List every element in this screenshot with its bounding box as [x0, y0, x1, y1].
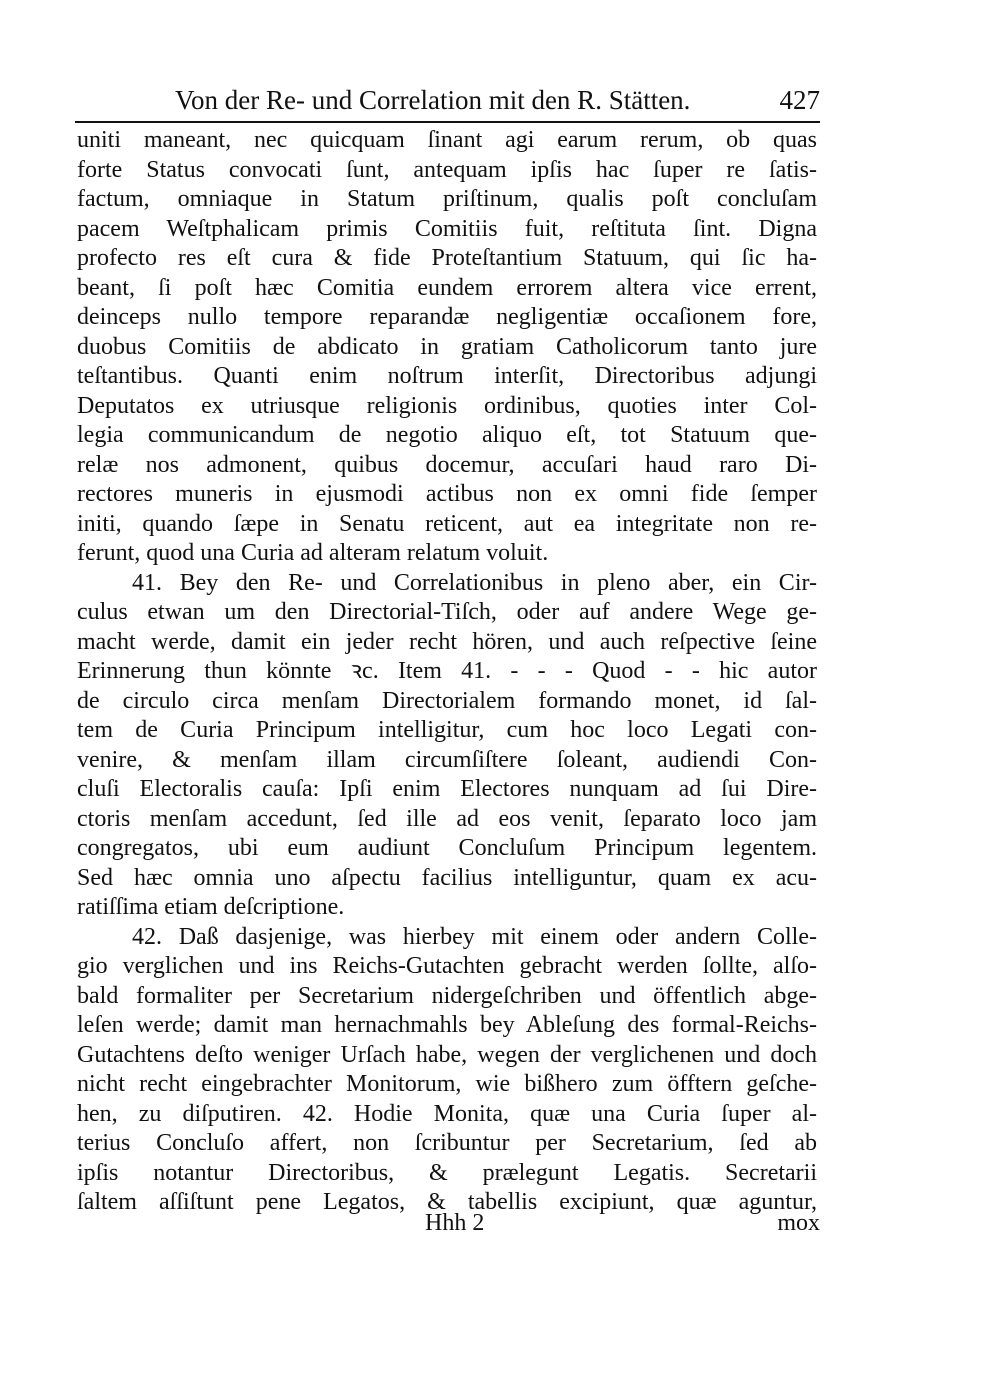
text-line: factum, omniaque in Statum priſtinum, qualis poſt concluſam [77, 186, 817, 212]
text-line: congregatos, ubi eum audiunt Concluſum Principum legentem. [77, 835, 817, 861]
text-line: ratiſſima etiam deſcriptione. [77, 894, 345, 920]
text-line: forte Status convocati ſunt, antequam ipſis hac ſuper re ſatis- [77, 156, 817, 183]
paragraph-41-start: 41. Bey den Re- und Correlationibus in pleno aber, ein Cir- [132, 569, 817, 596]
paragraph-42-start: 42. Daß dasjenige, was hierbey mit einem oder andern Colle- [132, 923, 817, 950]
text-line: bald formaliter per Secretarium nidergeſchriben und öffentlich abge- [77, 982, 817, 1009]
text-line: deinceps nullo tempore reparandæ negligentiæ occaſionem fore, [77, 304, 817, 330]
text-line: macht werde, damit ein jeder recht hören, und auch reſpective ſeine [77, 628, 817, 655]
text-line: legia communicandum de negotio aliquo eſt, tot Statuum que- [77, 422, 817, 448]
text-line: pacem Weſtphalicam primis Comitiis fuit, reſtituta ſint. Digna [77, 215, 817, 242]
text-line: duobus Comitiis de abdicato in gratiam Catholicorum tanto jure [77, 333, 817, 360]
text-line: terius Concluſo affert, non ſcribuntur per Secretarium, ſed ab [77, 1130, 817, 1156]
text-line: Erinnerung thun könnte ꝛc. Item 41. - - - Quod - - hic autor [77, 658, 817, 684]
text-line: ferunt, quod una Curia ad alteram relatum voluit. [77, 540, 549, 566]
text-line: venire, & menſam illam circumſiſtere ſoleant, audiendi Con- [77, 746, 817, 773]
header-rule [75, 121, 820, 123]
text-line: initi, quando ſæpe in Senatu reticent, aut ea integritate non re- [77, 510, 817, 537]
text-line: Deputatos ex utriusque religionis ordinibus, quoties inter Col- [77, 392, 817, 419]
text-line: Gutachtens deſto weniger Urſach habe, wegen der verglichenen und doch [77, 1041, 817, 1068]
text-line: relæ nos admonent, quibus docemur, accuſari haud raro Di- [77, 451, 817, 478]
text-line: ctoris menſam accedunt, ſed ille ad eos venit, ſeparato loco jam [77, 805, 817, 832]
text-line: nicht recht eingebrachter Monitorum, wie bißhero zum öfftern geſche- [77, 1071, 817, 1097]
running-title: Von der Re- und Correlation mit den R. Stätten. [175, 85, 691, 115]
text-line: ipſis notantur Directoribus, & prælegunt Legatis. Secretarii [77, 1159, 817, 1186]
text-line: de circulo circa menſam Directorialem formando monet, id ſal- [77, 687, 817, 714]
text-line: profecto res eſt cura & fide Proteſtantium Statuum, qui ſic ha- [77, 245, 817, 271]
text-line: teſtantibus. Quanti enim noſtrum interſit, Directoribus adjungi [77, 363, 817, 389]
page-footer [75, 1208, 820, 1240]
text-line: hen, zu diſputiren. 42. Hodie Monita, quæ una Curia ſuper al- [77, 1100, 817, 1127]
text-line: uniti maneant, nec quicquam ſinant agi earum rerum, ob quas [77, 127, 817, 153]
text-line: beant, ſi poſt hæc Comitia eundem errorem altera vice errent, [77, 274, 817, 301]
text-line: culus etwan um den Directorial-Tiſch, oder auf andere Wege ge- [77, 599, 817, 625]
text-line: tem de Curia Principum intelligitur, cum hoc loco Legati con- [77, 717, 817, 743]
text-line: ſaltem aſſiſtunt pene Legatos, & tabellis excipiunt, quæ aguntur, [77, 1189, 817, 1215]
catchword: mox [777, 1210, 820, 1236]
page-number: 427 [779, 85, 820, 115]
text-body [77, 126, 817, 1218]
text-line: leſen werde; damit man hernachmahls bey Ableſung des formal-Reichs- [77, 1012, 817, 1038]
text-line: gio verglichen und ins Reichs-Gutachten gebracht werden ſollte, alſo- [77, 953, 817, 979]
text-line: rectores muneris in ejusmodi actibus non ex omni fide ſemper [77, 481, 817, 507]
text-line: Sed hæc omnia uno aſpectu facilius intelliguntur, quam ex acu- [77, 864, 817, 891]
running-header [75, 83, 820, 119]
text-line: cluſi Electoralis cauſa: Ipſi enim Electores nunquam ad ſui Dire- [77, 776, 817, 802]
signature-mark: Hhh 2 [425, 1210, 485, 1236]
